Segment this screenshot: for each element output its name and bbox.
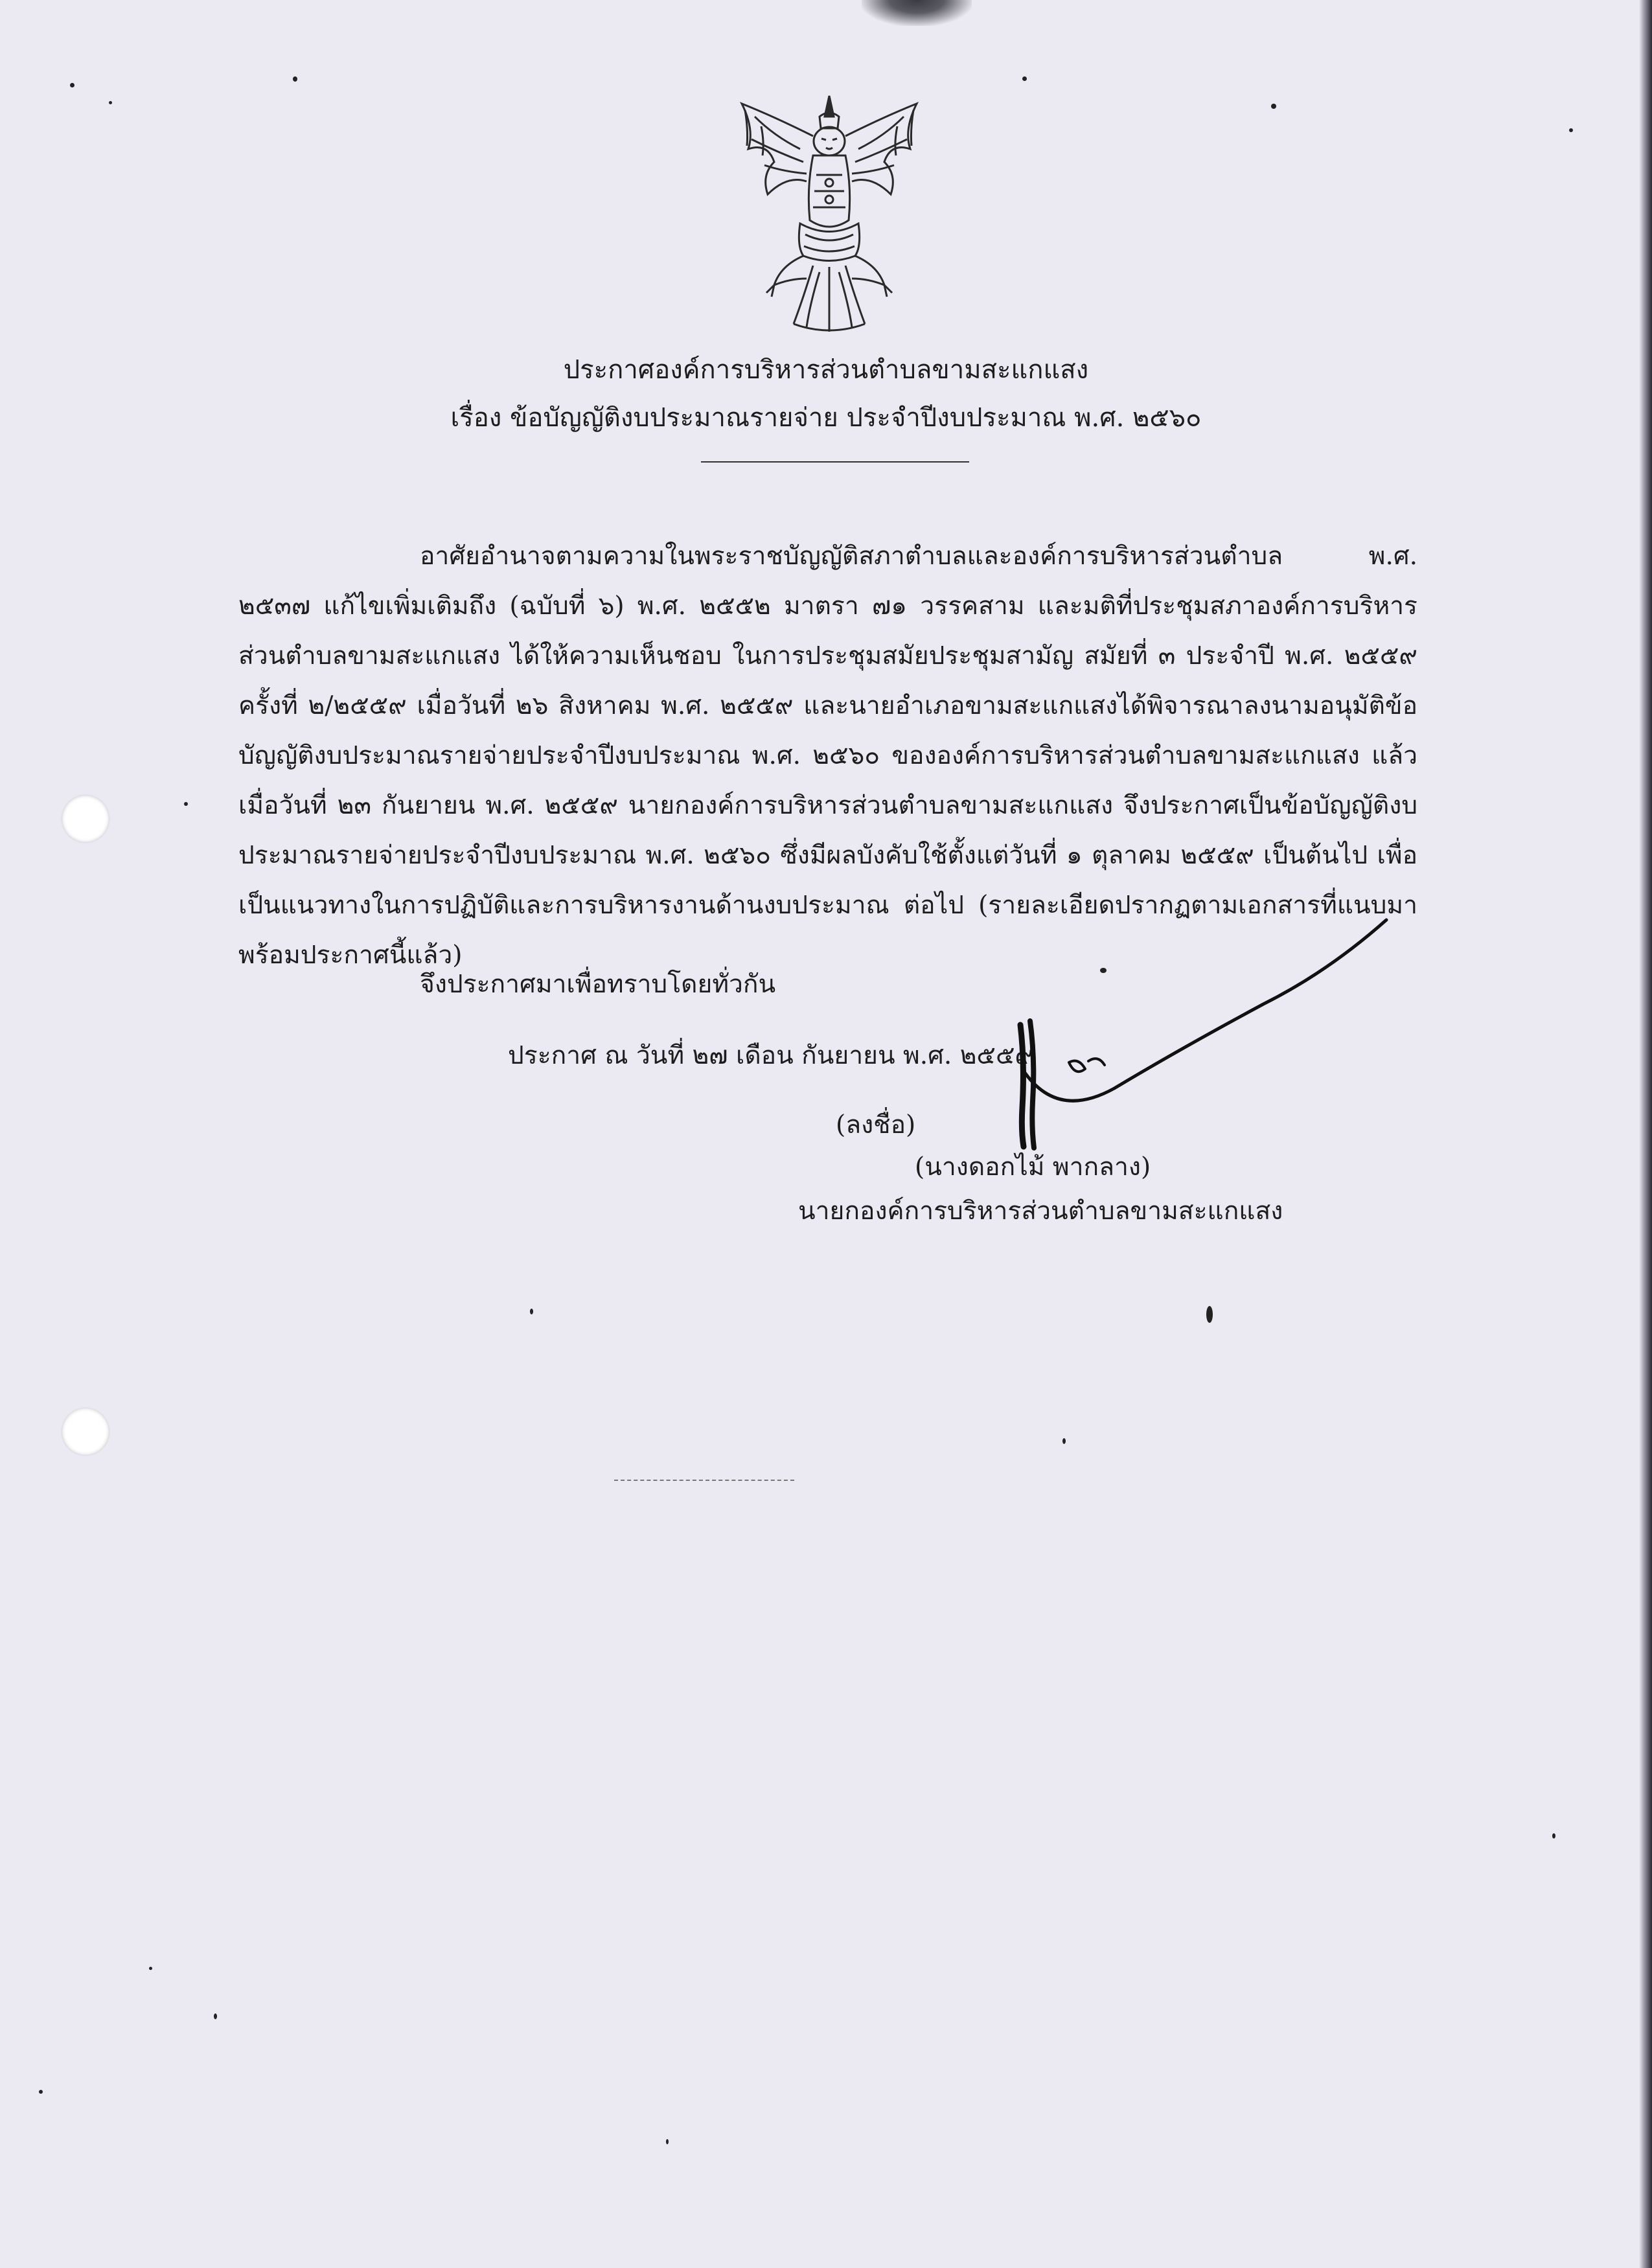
scan-speck bbox=[1206, 1306, 1213, 1323]
scan-speck bbox=[1552, 1833, 1555, 1838]
garuda-emblem-icon bbox=[729, 91, 930, 337]
handwritten-signature bbox=[965, 907, 1406, 1166]
document-subject: เรื่อง ข้อบัญญัติงบประมาณรายจ่าย ประจำปีงบประมาณ พ.ศ. ๒๕๖๐ bbox=[450, 403, 1202, 433]
scan-speck bbox=[109, 101, 112, 104]
closing-line: จึงประกาศมาเพื่อทราบโดยทั่วกัน bbox=[420, 970, 776, 999]
title-underline bbox=[701, 461, 969, 463]
scan-top-smudge bbox=[862, 0, 972, 26]
scan-speck bbox=[1271, 104, 1276, 109]
scan-speck bbox=[1062, 1438, 1066, 1444]
punch-hole-upper bbox=[62, 796, 109, 842]
scan-speck bbox=[70, 83, 75, 87]
scan-speck bbox=[530, 1309, 533, 1314]
scan-speck bbox=[1022, 76, 1027, 81]
signer-name: (นางดอกไม้ พากลาง) bbox=[915, 1152, 1151, 1182]
scan-speck bbox=[214, 2013, 217, 2019]
document-title: ประกาศองค์การบริหารส่วนตำบลขามสะแกแสง bbox=[563, 355, 1089, 385]
scan-speck bbox=[293, 76, 297, 82]
scan-edge-shadow bbox=[1639, 0, 1652, 2268]
scan-speck bbox=[666, 2139, 669, 2144]
announcement-date: ประกาศ ณ วันที่ ๒๗ เดือน กันยายน พ.ศ. ๒๕๕๙ bbox=[508, 1041, 1034, 1070]
scan-speck bbox=[149, 1967, 152, 1970]
scan-speck bbox=[184, 802, 188, 806]
signer-title: นายกองค์การบริหารส่วนตำบลขามสะแกแสง bbox=[798, 1197, 1283, 1226]
stray-dash-mark bbox=[614, 1480, 794, 1481]
scan-speck bbox=[1569, 128, 1573, 132]
scan-speck bbox=[39, 2090, 43, 2094]
punch-hole-lower bbox=[62, 1408, 109, 1455]
signature-label: (ลงชื่อ) bbox=[836, 1110, 916, 1140]
body-paragraph: อาศัยอำนาจตามความในพระราชบัญญัติสภาตำบลและองค์การบริหารส่วนตำบล พ.ศ. ๒๕๓๗ แก้ไขเพิ่มเติมถึง (ฉบับที่ ๖) พ.ศ. ๒๕๕๒ มาตรา ๗๑ วรรคสาม และมติที่ประชุมสภาองค์การบริหารส่วนตำบลขามสะแกแสง ได้ให้ความเห็นชอบ ในการประชุมสมัยประชุมสามัญ สมัยที่ ๓ ประจำปี พ.ศ. ๒๕๕๙ ครั้งที่ ๒/๒๕๕๙ เมื่อวันที่ ๒๖ สิงหาคม พ.ศ. ๒๕๕๙ และนายอำเภอขามสะแกแสงได้พิจารณาลงนามอนุมัติข้อบัญญัติงบประมาณรายจ่ายประจำปีงบประมาณ พ.ศ. ๒๕๖๐ ขององค์การบริหารส่วนตำบลขามสะแกแสง แล้ว เมื่อวันที่ ๒๓ กันยายน พ.ศ. ๒๕๕๙ นายกองค์การบริหารส่วนตำบลขามสะแกแสง จึงประกาศเป็นข้อบัญญัติงบประมาณรายจ่ายประจำปีงบประมาณ พ.ศ. ๒๕๖๐ ซึ่งมีผลบังคับใช้ตั้งแต่วันที่ ๑ ตุลาคม ๒๕๕๙ เป็นต้นไป เพื่อเป็นแนวทางในการปฏิบัติและการบริหารงานด้านงบประมาณ ต่อไป (รายละเอียดปรากฏตามเอกสารที่แนบมาพร้อมประกาศนี้แล้ว) bbox=[238, 542, 1417, 970]
